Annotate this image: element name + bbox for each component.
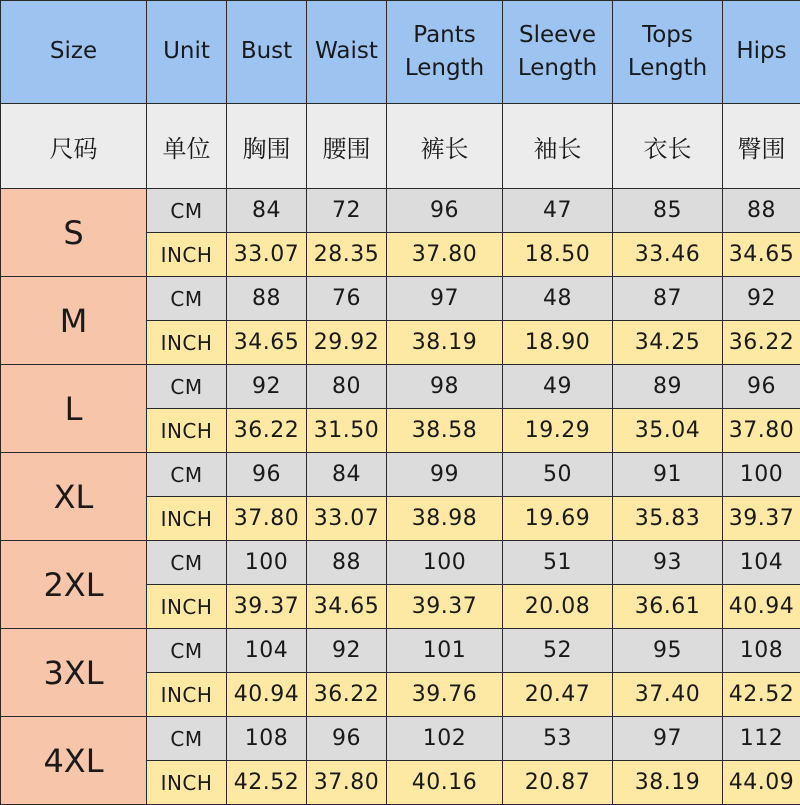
bust-value: 40.94 xyxy=(227,673,307,717)
header-hips: Hips xyxy=(723,1,800,104)
sleeve-length-value: 20.08 xyxy=(503,585,613,629)
bust-value: 92 xyxy=(227,365,307,409)
waist-value: 33.07 xyxy=(307,497,387,541)
unit-label: INCH xyxy=(147,321,227,365)
tops-length-value: 33.46 xyxy=(613,233,723,277)
header-cn-unit: 单位 xyxy=(147,104,227,189)
waist-value: 96 xyxy=(307,717,387,761)
size-label: M xyxy=(1,277,147,365)
waist-value: 29.92 xyxy=(307,321,387,365)
header-cn-hips: 臀围 xyxy=(723,104,800,189)
header-bust: Bust xyxy=(227,1,307,104)
sleeve-length-value: 53 xyxy=(503,717,613,761)
size-label: 4XL xyxy=(1,717,147,805)
pants-length-value: 38.58 xyxy=(387,409,503,453)
hips-value: 36.22 xyxy=(723,321,800,365)
header-sleeve-length: Sleeve Length xyxy=(503,1,613,104)
waist-value: 88 xyxy=(307,541,387,585)
pants-length-value: 102 xyxy=(387,717,503,761)
bust-value: 39.37 xyxy=(227,585,307,629)
hips-value: 34.65 xyxy=(723,233,800,277)
pants-length-value: 39.37 xyxy=(387,585,503,629)
unit-label: INCH xyxy=(147,497,227,541)
unit-label: CM xyxy=(147,365,227,409)
tops-length-value: 93 xyxy=(613,541,723,585)
waist-value: 36.22 xyxy=(307,673,387,717)
bust-value: 37.80 xyxy=(227,497,307,541)
hips-value: 104 xyxy=(723,541,800,585)
hips-value: 108 xyxy=(723,629,800,673)
sleeve-length-value: 50 xyxy=(503,453,613,497)
unit-label: CM xyxy=(147,629,227,673)
sleeve-length-value: 18.90 xyxy=(503,321,613,365)
waist-value: 80 xyxy=(307,365,387,409)
bust-value: 96 xyxy=(227,453,307,497)
header-waist: Waist xyxy=(307,1,387,104)
tops-length-value: 34.25 xyxy=(613,321,723,365)
unit-label: CM xyxy=(147,541,227,585)
tops-length-value: 95 xyxy=(613,629,723,673)
waist-value: 34.65 xyxy=(307,585,387,629)
pants-length-value: 39.76 xyxy=(387,673,503,717)
tops-length-value: 37.40 xyxy=(613,673,723,717)
table-row-s-cm xyxy=(1,189,800,233)
bust-value: 33.07 xyxy=(227,233,307,277)
sleeve-length-value: 52 xyxy=(503,629,613,673)
tops-length-value: 35.83 xyxy=(613,497,723,541)
pants-length-value: 38.19 xyxy=(387,321,503,365)
size-label: 2XL xyxy=(1,541,147,629)
sleeve-length-value: 51 xyxy=(503,541,613,585)
hips-value: 39.37 xyxy=(723,497,800,541)
hips-value: 40.94 xyxy=(723,585,800,629)
pants-length-value: 99 xyxy=(387,453,503,497)
header-cn-bust: 胸围 xyxy=(227,104,307,189)
waist-value: 76 xyxy=(307,277,387,321)
header-cn-waist: 腰围 xyxy=(307,104,387,189)
bust-value: 42.52 xyxy=(227,761,307,805)
sleeve-length-value: 47 xyxy=(503,189,613,233)
size-label: S xyxy=(1,189,147,277)
bust-value: 34.65 xyxy=(227,321,307,365)
pants-length-value: 40.16 xyxy=(387,761,503,805)
sleeve-length-value: 18.50 xyxy=(503,233,613,277)
tops-length-value: 87 xyxy=(613,277,723,321)
bust-value: 100 xyxy=(227,541,307,585)
header-unit: Unit xyxy=(147,1,227,104)
pants-length-value: 97 xyxy=(387,277,503,321)
waist-value: 31.50 xyxy=(307,409,387,453)
bust-value: 88 xyxy=(227,277,307,321)
bust-value: 108 xyxy=(227,717,307,761)
table-row-xl-cm xyxy=(1,453,800,497)
size-label: XL xyxy=(1,453,147,541)
table-row-m-cm xyxy=(1,277,800,321)
table-row-l-cm xyxy=(1,365,800,409)
tops-length-value: 35.04 xyxy=(613,409,723,453)
unit-label: INCH xyxy=(147,761,227,805)
waist-value: 92 xyxy=(307,629,387,673)
pants-length-value: 100 xyxy=(387,541,503,585)
unit-label: INCH xyxy=(147,673,227,717)
header-pants-length: Pants Length xyxy=(387,1,503,104)
sleeve-length-value: 20.47 xyxy=(503,673,613,717)
sleeve-length-value: 49 xyxy=(503,365,613,409)
bust-value: 104 xyxy=(227,629,307,673)
unit-label: CM xyxy=(147,453,227,497)
sleeve-length-value: 19.69 xyxy=(503,497,613,541)
waist-value: 28.35 xyxy=(307,233,387,277)
size-label: 3XL xyxy=(1,629,147,717)
unit-label: INCH xyxy=(147,585,227,629)
sleeve-length-value: 19.29 xyxy=(503,409,613,453)
unit-label: INCH xyxy=(147,233,227,277)
hips-value: 44.09 xyxy=(723,761,800,805)
tops-length-value: 89 xyxy=(613,365,723,409)
header-row-chinese xyxy=(1,104,800,189)
bust-value: 84 xyxy=(227,189,307,233)
table-row-3xl-cm xyxy=(1,629,800,673)
unit-label: CM xyxy=(147,189,227,233)
tops-length-value: 97 xyxy=(613,717,723,761)
pants-length-value: 98 xyxy=(387,365,503,409)
header-row-english xyxy=(1,1,800,104)
waist-value: 72 xyxy=(307,189,387,233)
header-cn-pants-length: 裤长 xyxy=(387,104,503,189)
pants-length-value: 37.80 xyxy=(387,233,503,277)
unit-label: CM xyxy=(147,277,227,321)
header-cn-sleeve-length: 袖长 xyxy=(503,104,613,189)
tops-length-value: 38.19 xyxy=(613,761,723,805)
header-cn-size: 尺码 xyxy=(1,104,147,189)
header-tops-length: Tops Length xyxy=(613,1,723,104)
pants-length-value: 96 xyxy=(387,189,503,233)
unit-label: INCH xyxy=(147,409,227,453)
sleeve-length-value: 48 xyxy=(503,277,613,321)
hips-value: 88 xyxy=(723,189,800,233)
pants-length-value: 101 xyxy=(387,629,503,673)
unit-label: CM xyxy=(147,717,227,761)
hips-value: 112 xyxy=(723,717,800,761)
sleeve-length-value: 20.87 xyxy=(503,761,613,805)
bust-value: 36.22 xyxy=(227,409,307,453)
hips-value: 42.52 xyxy=(723,673,800,717)
hips-value: 37.80 xyxy=(723,409,800,453)
tops-length-value: 91 xyxy=(613,453,723,497)
waist-value: 84 xyxy=(307,453,387,497)
tops-length-value: 36.61 xyxy=(613,585,723,629)
hips-value: 92 xyxy=(723,277,800,321)
header-size: Size xyxy=(1,1,147,104)
hips-value: 96 xyxy=(723,365,800,409)
tops-length-value: 85 xyxy=(613,189,723,233)
header-cn-tops-length: 衣长 xyxy=(613,104,723,189)
waist-value: 37.80 xyxy=(307,761,387,805)
table-row-2xl-cm xyxy=(1,541,800,585)
hips-value: 100 xyxy=(723,453,800,497)
size-label: L xyxy=(1,365,147,453)
pants-length-value: 38.98 xyxy=(387,497,503,541)
table-row-4xl-cm xyxy=(1,717,800,761)
